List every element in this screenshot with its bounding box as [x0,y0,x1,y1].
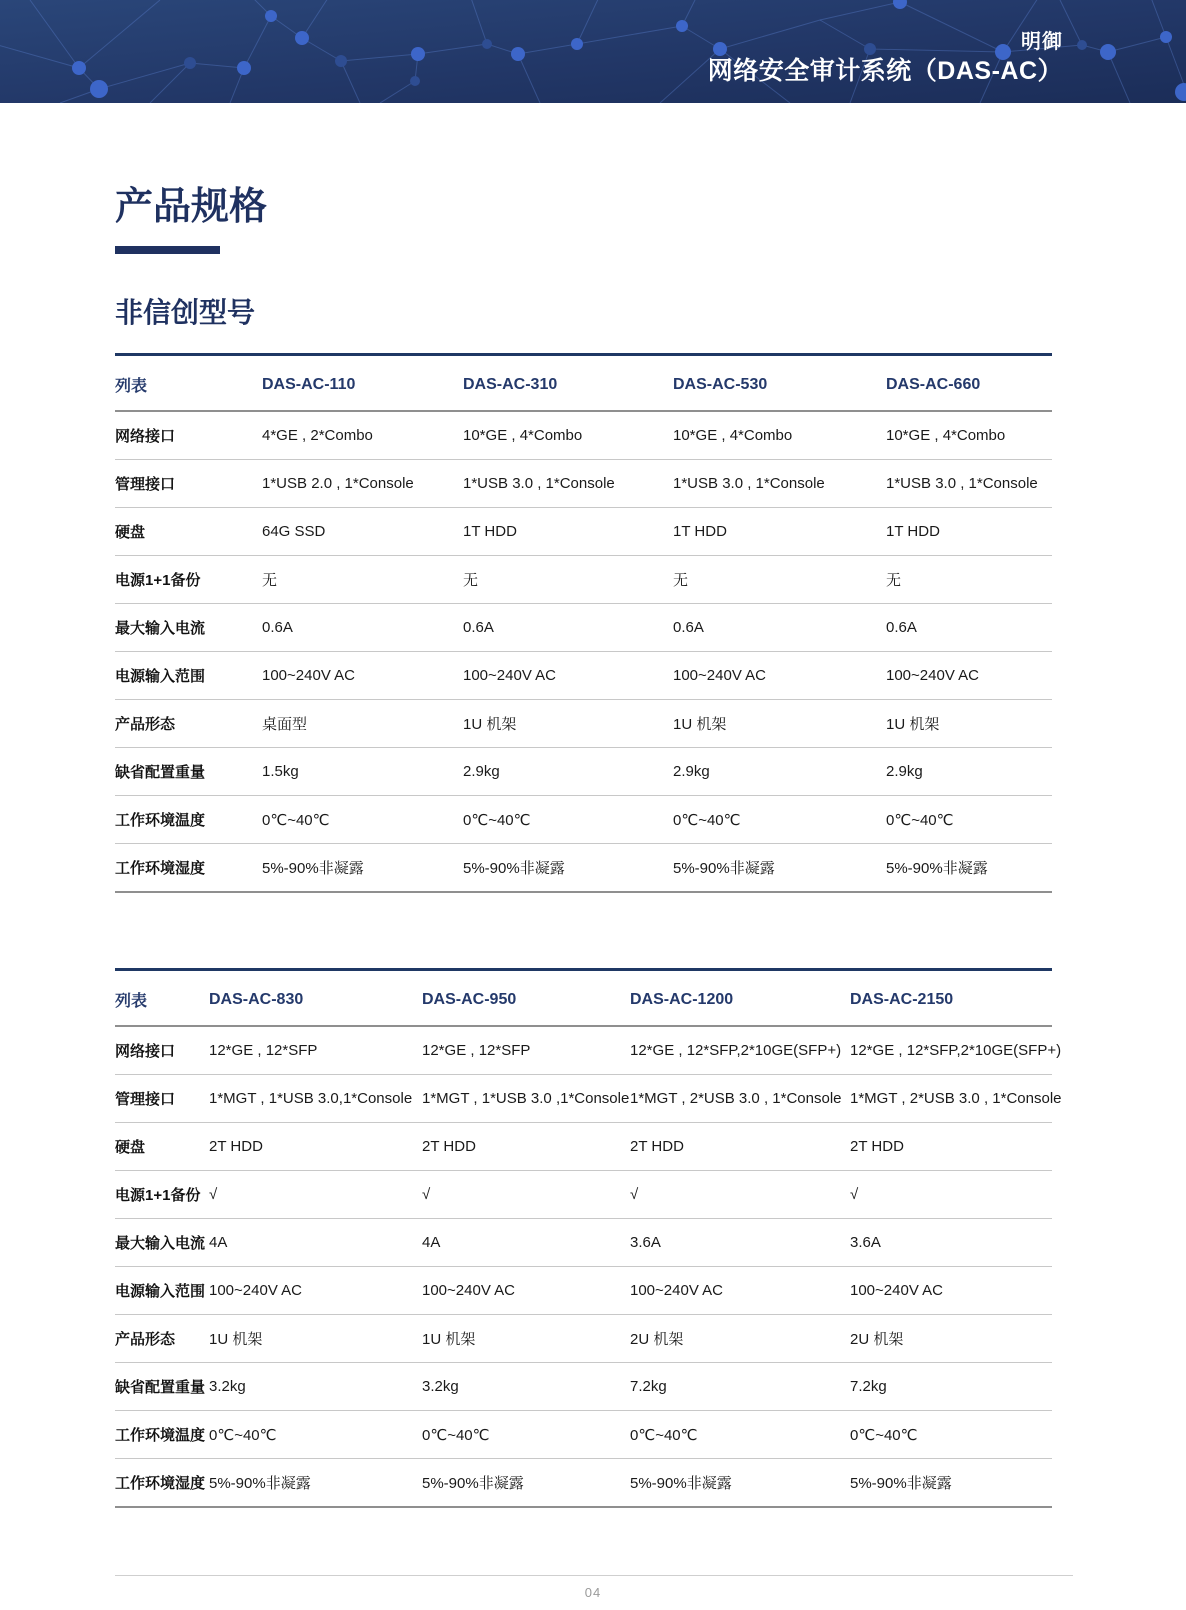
spec-cell: 4A [422,1219,630,1267]
spec-cell: 0℃~40℃ [886,796,1052,844]
spec-cell: 1*USB 3.0 , 1*Console [886,460,1052,508]
spec-cell: 1U 机架 [422,1315,630,1363]
spec-cell: 2U 机架 [630,1315,850,1363]
product-name: 网络安全审计系统（DAS-AC） [707,56,1063,85]
row-label: 产品形态 [115,700,262,748]
table-row [115,844,1052,893]
spec-cell: 1U 机架 [673,700,886,748]
table-row [115,460,1052,508]
brand-name: 明御 [1021,30,1063,53]
spec-cell: 无 [673,556,886,604]
spec-cell: 10*GE , 4*Combo [673,411,886,460]
row-label: 硬盘 [115,508,262,556]
spec-cell: 5%-90%非凝露 [463,844,673,893]
spec-cell: 无 [463,556,673,604]
spec-cell: 1*MGT , 1*USB 3.0,1*Console [209,1075,422,1123]
spec-cell: 3.6A [850,1219,1052,1267]
page-title: 产品规格 [115,186,268,228]
spec-table-non-xinchuang-2 [115,968,1062,1508]
spec-cell: 5%-90%非凝露 [262,844,463,893]
spec-cell: 3.6A [630,1219,850,1267]
table-row [115,1363,1052,1411]
row-label: 网络接口 [115,411,262,460]
spec-cell: 64G SSD [262,508,463,556]
spec-cell: 2T HDD [422,1123,630,1171]
spec-cell: 2.9kg [673,748,886,796]
table-row [115,1315,1052,1363]
table-row [115,604,1052,652]
spec-cell: 1T HDD [886,508,1052,556]
table-row [115,1219,1052,1267]
spec-cell: 100~240V AC [886,652,1052,700]
spec-cell: √ [209,1171,422,1219]
table-row [115,700,1052,748]
row-label: 工作环境温度 [115,796,262,844]
spec-cell: 3.2kg [422,1363,630,1411]
spec-cell: 2T HDD [850,1123,1052,1171]
row-label: 电源输入范围 [115,652,262,700]
page-content [115,186,1062,1508]
table-row [115,508,1052,556]
row-label: 缺省配置重量 [115,1363,209,1411]
spec-cell: √ [850,1171,1052,1219]
spec-cell: 2.9kg [463,748,673,796]
table-row [115,556,1052,604]
spec-cell: 5%-90%非凝露 [209,1459,422,1508]
spec-cell: 0.6A [673,604,886,652]
column-header-model: DAS-AC-2150 [850,970,1052,1027]
spec-cell: 0℃~40℃ [209,1411,422,1459]
row-label: 缺省配置重量 [115,748,262,796]
spec-cell: 100~240V AC [209,1267,422,1315]
spec-cell: 100~240V AC [422,1267,630,1315]
row-label: 管理接口 [115,1075,209,1123]
spec-cell: 2T HDD [630,1123,850,1171]
spec-cell: 10*GE , 4*Combo [886,411,1052,460]
table-row [115,1459,1052,1508]
spec-cell: 100~240V AC [463,652,673,700]
spec-cell: 5%-90%非凝露 [673,844,886,893]
column-header-model: DAS-AC-110 [262,355,463,412]
spec-cell: 0.6A [262,604,463,652]
spec-cell: 12*GE , 12*SFP [209,1026,422,1075]
spec-cell: 1T HDD [673,508,886,556]
spec-cell: 0℃~40℃ [422,1411,630,1459]
row-label: 工作环境湿度 [115,844,262,893]
row-label: 产品形态 [115,1315,209,1363]
table-row [115,1411,1052,1459]
row-label: 网络接口 [115,1026,209,1075]
spec-cell: 1.5kg [262,748,463,796]
spec-cell: 12*GE , 12*SFP,2*10GE(SFP+) [630,1026,850,1075]
spec-cell: √ [422,1171,630,1219]
spec-cell: 5%-90%非凝露 [422,1459,630,1508]
table-row [115,1026,1052,1075]
title-underline-bar [115,246,220,254]
spec-cell: 0℃~40℃ [262,796,463,844]
spec-cell: 100~240V AC [850,1267,1052,1315]
column-header-model: DAS-AC-950 [422,970,630,1027]
row-label: 电源1+1备份 [115,556,262,604]
spec-cell: 1*USB 3.0 , 1*Console [463,460,673,508]
table-row [115,1267,1052,1315]
column-header-model: DAS-AC-660 [886,355,1052,412]
spec-cell: 桌面型 [262,700,463,748]
spec-cell: 0℃~40℃ [463,796,673,844]
row-label: 管理接口 [115,460,262,508]
spec-cell: 1*USB 3.0 , 1*Console [673,460,886,508]
spec-table-non-xinchuang-1 [115,353,1052,893]
spec-cell: 0℃~40℃ [850,1411,1052,1459]
page-number: 04 [584,1585,602,1600]
spec-cell: 2U 机架 [850,1315,1052,1363]
column-header-model: DAS-AC-830 [209,970,422,1027]
spec-cell: 1U 机架 [463,700,673,748]
spec-cell: 1T HDD [463,508,673,556]
spec-cell: √ [630,1171,850,1219]
spec-cell: 100~240V AC [673,652,886,700]
spec-cell: 0℃~40℃ [673,796,886,844]
page-header-banner [0,0,1186,103]
spec-cell: 1*MGT , 1*USB 3.0 ,1*Console [422,1075,630,1123]
spec-cell: 无 [262,556,463,604]
table-label-header: 列表 [115,970,209,1027]
spec-cell: 0.6A [886,604,1052,652]
table-row [115,748,1052,796]
spec-cell: 7.2kg [630,1363,850,1411]
spec-cell: 无 [886,556,1052,604]
spec-cell: 4*GE , 2*Combo [262,411,463,460]
row-label: 最大输入电流 [115,1219,209,1267]
row-label: 工作环境湿度 [115,1459,209,1508]
spec-cell: 5%-90%非凝露 [630,1459,850,1508]
column-header-model: DAS-AC-530 [673,355,886,412]
row-label: 电源1+1备份 [115,1171,209,1219]
spec-cell: 5%-90%非凝露 [850,1459,1052,1508]
spec-cell: 1*USB 2.0 , 1*Console [262,460,463,508]
spec-cell: 0℃~40℃ [630,1411,850,1459]
spec-cell: 4A [209,1219,422,1267]
spec-cell: 100~240V AC [262,652,463,700]
footer-divider [115,1575,1073,1576]
table-row [115,1123,1052,1171]
spec-cell: 7.2kg [850,1363,1052,1411]
spec-cell: 3.2kg [209,1363,422,1411]
table-row [115,1171,1052,1219]
spec-cell: 1U 机架 [209,1315,422,1363]
row-label: 电源输入范围 [115,1267,209,1315]
spec-cell: 0.6A [463,604,673,652]
spec-cell: 1U 机架 [886,700,1052,748]
spec-cell: 1*MGT , 2*USB 3.0 , 1*Console [630,1075,850,1123]
row-label: 工作环境温度 [115,1411,209,1459]
spec-cell: 2.9kg [886,748,1052,796]
row-label: 最大输入电流 [115,604,262,652]
table-row [115,1075,1052,1123]
table-row [115,652,1052,700]
table-row [115,796,1052,844]
spec-cell: 100~240V AC [630,1267,850,1315]
spec-cell: 10*GE , 4*Combo [463,411,673,460]
row-label: 硬盘 [115,1123,209,1171]
table-row [115,411,1052,460]
section-title: 非信创型号 [115,297,256,328]
spec-cell: 2T HDD [209,1123,422,1171]
spec-cell: 5%-90%非凝露 [886,844,1052,893]
table-label-header: 列表 [115,355,262,412]
column-header-model: DAS-AC-1200 [630,970,850,1027]
spec-cell: 12*GE , 12*SFP [422,1026,630,1075]
column-header-model: DAS-AC-310 [463,355,673,412]
spec-cell: 12*GE , 12*SFP,2*10GE(SFP+) [850,1026,1052,1075]
spec-cell: 1*MGT , 2*USB 3.0 , 1*Console [850,1075,1052,1123]
banner-text-block [708,0,1063,103]
